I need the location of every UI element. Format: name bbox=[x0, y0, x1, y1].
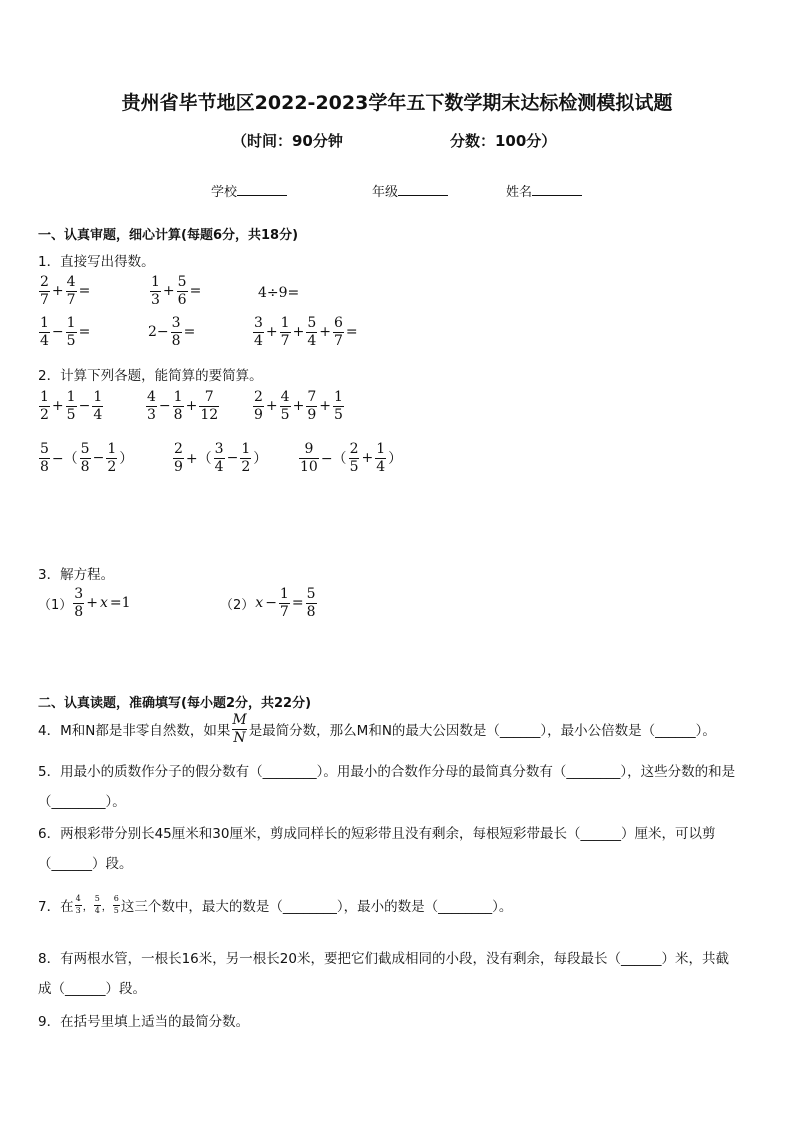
q2-expr-5: $\frac{2}{9}$ +（ $\frac{3}{4}$ − $\frac{1}{2}$ ） bbox=[174, 441, 268, 475]
q8-line2[interactable]: 成（______）段。 bbox=[38, 981, 146, 997]
q7-pre: 7．在 bbox=[38, 899, 74, 915]
q2-expr-6: $\frac{9}{10}$ −（ $\frac{2}{5}$ + $\frac{1}{4}$ ） bbox=[300, 441, 403, 475]
q9-label: 9．在括号里填上适当的最简分数。 bbox=[38, 1014, 250, 1030]
grade-field[interactable] bbox=[372, 181, 448, 200]
school-field[interactable] bbox=[211, 181, 287, 200]
q3-p1-label: （1） bbox=[38, 597, 73, 613]
grade-blank[interactable] bbox=[398, 181, 448, 196]
q4-post[interactable]: 是最简分数，那么M和N的最大公因数是（______），最小公倍数是（______）。 bbox=[248, 723, 716, 740]
q1-expr-5: 2− $\frac{3}{8}$ = bbox=[148, 315, 196, 349]
q2-expr-2: $\frac{4}{3}$ − $\frac{1}{8}$ + $\frac{7}{12}$ bbox=[147, 389, 219, 423]
grade-label: 年级 bbox=[372, 185, 399, 200]
q6-line2[interactable]: （______）段。 bbox=[38, 856, 133, 872]
exam-time: （时间：90分钟 bbox=[232, 132, 343, 150]
q2-expr-3: $\frac{2}{9}$ + $\frac{4}{5}$ + $\frac{7}{9}$ + $\frac{1}{5}$ bbox=[254, 389, 343, 423]
q7: 7．在 $\frac{4}{3}$ ， $\frac{5}{4}$ ， $\frac{6}{5}$ 这三个数中，最大的数是（________），最小的数是（________）。 bbox=[38, 894, 513, 915]
q3-eq-2: （2） x − $\frac{1}{7}$ = $\frac{5}{8}$ bbox=[220, 586, 316, 620]
q1-expr-4: $\frac{1}{4}$ − $\frac{1}{5}$ = bbox=[40, 315, 91, 349]
q1-label: 1．直接写出得数。 bbox=[38, 254, 155, 270]
q7-post[interactable]: 这三个数中，最大的数是（________），最小的数是（________）。 bbox=[120, 899, 513, 915]
q6-line1[interactable]: 6．两根彩带分别长45厘米和30厘米，剪成同样长的短彩带且没有剩余，每根短彩带最长（______）厘米，可以剪 bbox=[38, 826, 716, 842]
q3-label: 3．解方程。 bbox=[38, 567, 115, 583]
q2-expr-4: $\frac{5}{8}$ −（ $\frac{5}{8}$ − $\frac{1}{2}$ ） bbox=[40, 441, 134, 475]
name-field[interactable] bbox=[506, 181, 582, 200]
q2-label: 2．计算下列各题，能简算的要简算。 bbox=[38, 368, 263, 384]
q5-line2[interactable]: （________）。 bbox=[38, 794, 126, 810]
name-label: 姓名 bbox=[506, 185, 533, 200]
q3-eq-1: （1） $\frac{3}{8}$ + x =1 bbox=[38, 586, 131, 620]
q1-expr-6: $\frac{3}{4}$ + $\frac{1}{7}$ + $\frac{5}{4}$ + $\frac{6}{7}$ = bbox=[254, 315, 358, 349]
section1-heading: 一、认真审题，细心计算(每题6分，共18分) bbox=[38, 228, 299, 243]
school-blank[interactable] bbox=[237, 181, 287, 196]
q1-expr-1: $\frac{2}{7}$ + $\frac{4}{7}$ = bbox=[40, 274, 91, 308]
q8-line1[interactable]: 8．有两根水管，一根长16米，另一根长20米，要把它们截成相同的小段，没有剩余，每段最长（______）米，共截 bbox=[38, 951, 729, 967]
q5-line1[interactable]: 5．用最小的质数作分子的假分数有（________）。用最小的合数作分母的最简真分数有（________），这些分数的和是 bbox=[38, 764, 736, 780]
q1-expr-2: $\frac{1}{3}$ + $\frac{5}{6}$ = bbox=[151, 274, 202, 308]
q4 bbox=[38, 713, 716, 745]
q4-pre: 4．M和N都是非零自然数，如果 bbox=[38, 723, 231, 740]
page-title: 贵州省毕节地区2022-2023学年五下数学期末达标检测模拟试题 bbox=[121, 92, 673, 114]
q1-expr-3: 4÷9= bbox=[258, 285, 300, 301]
school-label: 学校 bbox=[211, 185, 238, 200]
exam-score: 分数：100分） bbox=[450, 132, 557, 150]
q4-den: N bbox=[233, 729, 246, 746]
name-blank[interactable] bbox=[532, 181, 582, 196]
q3-p2-label: （2） bbox=[220, 597, 255, 613]
q4-num: M bbox=[232, 712, 247, 728]
q2-expr-1: $\frac{1}{2}$ + $\frac{1}{5}$ − $\frac{1}{4}$ bbox=[40, 389, 103, 423]
section2-heading: 二、认真读题，准确填写(每小题2分，共22分) bbox=[38, 696, 312, 711]
